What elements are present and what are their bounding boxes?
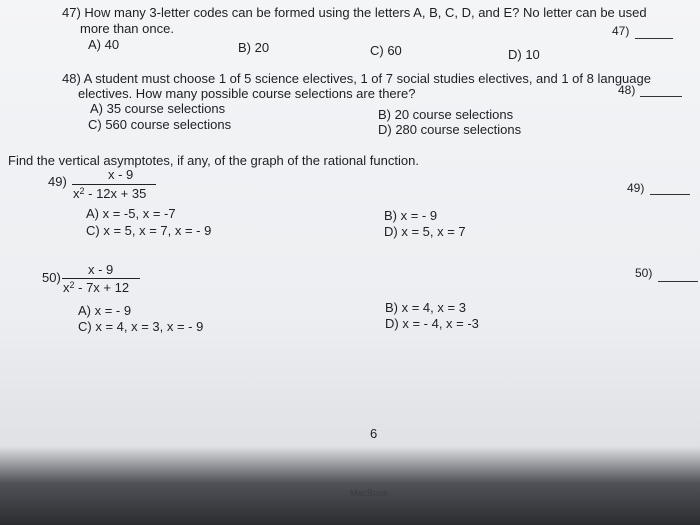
q49-answer-line (650, 194, 690, 195)
q49-answer-label: 49) (627, 181, 645, 195)
q50-answer-line (658, 281, 698, 282)
laptop-bezel (0, 480, 700, 525)
q50-answer-label: 50) (635, 266, 653, 280)
q48-option-c: C) 560 course selections (88, 117, 232, 132)
q49-numerator: x - 9 (108, 167, 134, 182)
q50-number: 50) (42, 270, 61, 285)
q50-option-a: A) x = - 9 (78, 303, 132, 318)
q50-option-b: B) x = 4, x = 3 (385, 300, 466, 315)
q48-option-b: B) 20 course selections (378, 107, 514, 122)
section-instructions: Find the vertical asymptotes, if any, of the graph of the rational function. (8, 153, 419, 168)
page-number: 6 (370, 426, 378, 441)
q47-option-a: A) 40 (88, 37, 120, 52)
q49-denominator: $x^2 - 12x + 35$ (73, 186, 147, 201)
q50-denominator: $x^2 - 7x + 12$ (63, 280, 130, 295)
q50-option-d: D) x = - 4, x = -3 (385, 316, 479, 331)
q49-option-a: A) x = -5, x = -7 (86, 206, 176, 221)
q49-number: 49) (48, 174, 67, 189)
q49-option-c: C) x = 5, x = 7, x = - 9 (86, 223, 212, 238)
q47-answer-line (635, 38, 673, 39)
q49-fraction-bar (72, 184, 156, 185)
q48-option-a: A) 35 course selections (90, 101, 226, 116)
q47-option-d: D) 10 (508, 47, 540, 62)
q48-option-d: D) 280 course selections (378, 122, 522, 137)
q47-answer-label: 47) (612, 24, 630, 38)
question-48-text-cont: electives. How many possible course selections are there? (78, 86, 416, 101)
q50-numerator: x - 9 (88, 262, 114, 277)
q47-option-c: C) 60 (370, 43, 402, 58)
q50-option-c: C) x = 4, x = 3, x = - 9 (78, 319, 204, 334)
question-47-text-cont: more than once. (80, 21, 174, 36)
question-47-text: 47) How many 3-letter codes can be formed using the letters A, B, C, D, and E? No letter can be used (62, 5, 647, 20)
q48-answer-label: 48) (618, 83, 636, 97)
bezel-label: MacBook (350, 488, 388, 498)
q49-option-b: B) x = - 9 (384, 208, 438, 223)
question-48-text: 48) A student must choose 1 of 5 science electives, 1 of 7 social studies electives, and 1 of 8 language (62, 71, 651, 86)
q47-option-b: B) 20 (238, 40, 270, 55)
q48-answer-line (640, 96, 682, 97)
q49-option-d: D) x = 5, x = 7 (384, 224, 466, 239)
q50-fraction-bar (62, 278, 140, 279)
